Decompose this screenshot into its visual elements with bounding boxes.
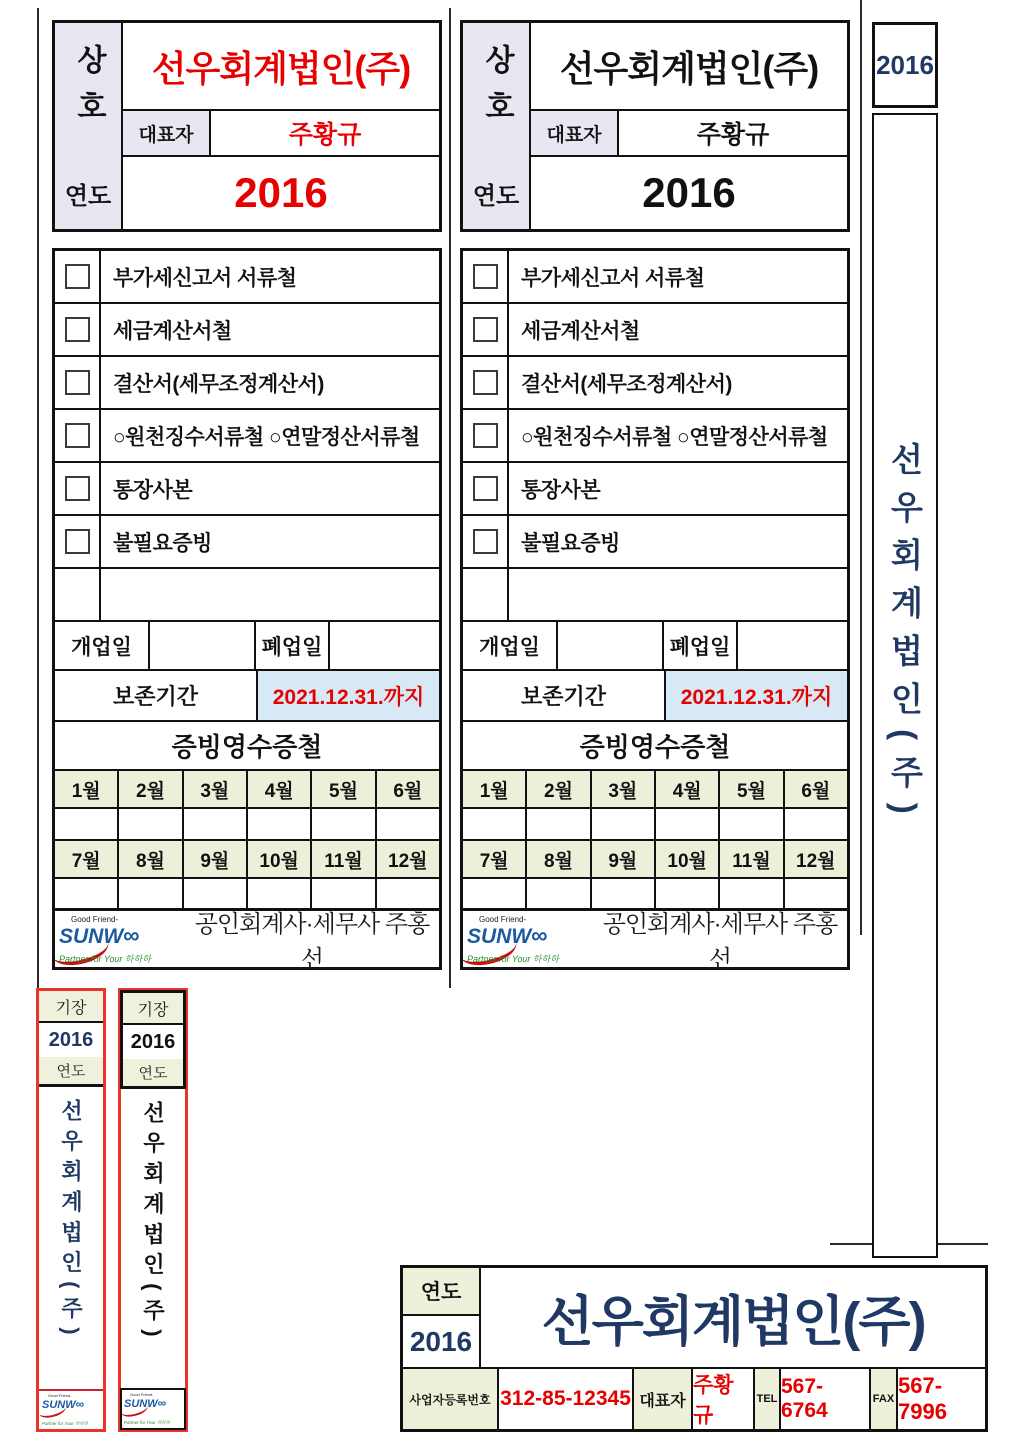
business-number-value: 312-85-12345 — [499, 1369, 634, 1429]
checklist-item-label — [509, 569, 847, 620]
company-name-label: 상호 — [480, 43, 513, 137]
checkbox-icon — [65, 264, 90, 289]
checkbox-icon — [473, 264, 498, 289]
checklist-row — [463, 357, 847, 410]
month-header-cell: 12월 — [377, 841, 439, 877]
mini-company-vertical: 선우회계법인(주) — [58, 1099, 84, 1343]
mini-logo-box — [120, 1388, 186, 1430]
ceo-name: 주황규 — [211, 111, 439, 157]
ceo-label: 대표자 — [634, 1369, 693, 1429]
checklist-item-label: 결산서(세무조정계산서) — [113, 372, 324, 396]
checkbox-cell — [463, 251, 509, 302]
year-label: 연도 — [55, 157, 123, 229]
sunwoo-logo — [55, 912, 185, 966]
checklist-row — [463, 516, 847, 569]
year-label: 연도 — [463, 157, 531, 229]
checkbox-icon — [65, 476, 90, 501]
ceo-label: 대표자 — [531, 111, 619, 157]
month-empty-cell — [656, 809, 720, 839]
cut-line-left — [37, 8, 39, 988]
checklist-row — [55, 463, 439, 516]
checkbox-cell — [55, 569, 101, 620]
dates-row — [463, 622, 847, 671]
ceo-name: 주황규 — [619, 111, 847, 157]
mini-label-body — [39, 1087, 103, 1389]
checkbox-cell — [55, 410, 101, 461]
open-date-value — [150, 622, 256, 669]
close-date-label: 폐업일 — [664, 622, 738, 669]
logo-wordmark: SUNW∞ — [59, 922, 140, 948]
month-header-cell: 8월 — [527, 841, 591, 877]
cut-line-right — [860, 0, 862, 935]
logo-top-text: Good Friend- — [71, 915, 119, 924]
checkbox-icon — [65, 529, 90, 554]
logo-wordmark: SUNW∞ — [42, 1397, 85, 1411]
checkbox-icon — [473, 476, 498, 501]
mini-year: 2016 — [39, 1023, 103, 1057]
retention-row — [55, 671, 439, 722]
checkbox-cell — [55, 516, 101, 567]
retention-label: 보존기간 — [55, 671, 258, 720]
checklist-row — [463, 410, 847, 463]
folder-body — [52, 248, 442, 913]
checkbox-cell — [463, 516, 509, 567]
checklist-row — [55, 516, 439, 569]
close-date-value — [738, 622, 847, 669]
checkbox-cell — [463, 569, 509, 620]
month-header-cell: 6월 — [377, 771, 439, 807]
company-name: 선우회계법인(주) — [123, 23, 439, 111]
month-empty-cell — [527, 879, 591, 910]
checklist-item-label: 통장사본 — [113, 478, 193, 502]
checkbox-icon — [473, 317, 498, 342]
checklist-item-label — [101, 569, 439, 620]
month-empty-cell — [720, 809, 784, 839]
checklist-row — [55, 304, 439, 357]
mini-year: 2016 — [123, 1025, 183, 1059]
checklist-row — [55, 357, 439, 410]
checklist-item-label: ○원천징수서류철 ○연말정산서류철 — [113, 425, 420, 449]
company-name: 선우회계법인(주) — [541, 1292, 925, 1352]
checklist-item-label: 불필요증빙 — [113, 531, 212, 555]
month-header-cell: 5월 — [720, 771, 784, 807]
folder-header — [52, 20, 442, 232]
name-plate-year-column — [403, 1268, 481, 1367]
month-header-row — [55, 771, 439, 809]
checkbox-cell — [463, 410, 509, 461]
mini-year-label: 연도 — [39, 1057, 103, 1087]
binder-spine-label — [872, 113, 938, 1258]
folder-header — [460, 20, 850, 232]
year-value: 2016 — [409, 1325, 473, 1357]
month-empty-cell — [785, 809, 847, 839]
month-header-cell: 4월 — [248, 771, 312, 807]
tab-label: 기장 — [39, 991, 103, 1023]
tel-value: 567-6764 — [781, 1369, 871, 1429]
ceo-label: 대표자 — [123, 111, 211, 157]
month-header-cell: 5월 — [312, 771, 376, 807]
month-header-cell: 10월 — [656, 841, 720, 877]
footer-logo-bar — [52, 908, 442, 973]
month-header-cell: 9월 — [592, 841, 656, 877]
month-empty-cell — [312, 809, 376, 839]
checkbox-cell — [463, 463, 509, 514]
logo-tagline: Partner for Your 하하하 — [59, 954, 151, 964]
mini-label-body — [121, 1089, 185, 1388]
mini-label-left — [36, 988, 106, 1432]
year-value: 2016 — [234, 169, 328, 216]
tab-label: 기장 — [123, 993, 183, 1025]
checkbox-icon — [473, 370, 498, 395]
spine-year-box — [872, 22, 938, 108]
month-empty-cell — [55, 809, 119, 839]
month-header-cell: 9월 — [184, 841, 248, 877]
month-header-cell: 1월 — [463, 771, 527, 807]
year-label: 연도 — [403, 1268, 479, 1316]
month-header-row — [463, 841, 847, 879]
logo-top-text: Good Friend- — [479, 915, 527, 924]
open-date-label: 개업일 — [463, 622, 558, 669]
mini-company-vertical: 선우회계법인(주) — [140, 1101, 166, 1345]
month-empty-row — [463, 809, 847, 841]
month-header-cell: 4월 — [656, 771, 720, 807]
business-number-label: 사업자등록번호 — [403, 1369, 499, 1429]
checkbox-icon — [65, 317, 90, 342]
logo-tagline: Partner for Your 하하하 — [467, 954, 559, 964]
receipts-title: 증빙영수증철 — [463, 722, 847, 771]
spine-company-vertical: 선우회계법인(주) — [886, 442, 924, 829]
logo-wordmark: SUNW∞ — [467, 922, 548, 948]
checklist-item-label: 부가세신고서 서류철 — [521, 266, 705, 290]
open-date-value — [558, 622, 664, 669]
logo-top-text: Good Friend- — [130, 1392, 154, 1397]
month-header-cell: 11월 — [312, 841, 376, 877]
month-empty-cell — [527, 809, 591, 839]
ceo-name: 주황규 — [693, 1369, 755, 1429]
month-header-cell: 7월 — [55, 841, 119, 877]
month-empty-cell — [592, 809, 656, 839]
checkbox-cell — [55, 463, 101, 514]
month-header-cell: 6월 — [785, 771, 847, 807]
checklist-row — [463, 304, 847, 357]
retention-row — [463, 671, 847, 722]
checklist-item-label: 부가세신고서 서류철 — [113, 266, 297, 290]
checklist-row-empty — [463, 569, 847, 622]
logo-wordmark: SUNW∞ — [124, 1396, 167, 1410]
year-value: 2016 — [642, 169, 736, 216]
month-header-cell: 3월 — [184, 771, 248, 807]
month-empty-cell — [377, 809, 439, 839]
checklist-row — [55, 251, 439, 304]
month-header-row — [463, 771, 847, 809]
retention-value: 2021.12.31.까지 — [666, 671, 847, 720]
mini-label-header — [39, 991, 103, 1087]
infinity-icon: ∞ — [157, 1396, 167, 1410]
checklist-item-label: 세금계산서철 — [521, 319, 640, 343]
month-header-cell: 7월 — [463, 841, 527, 877]
cpa-footer-text: 공인회계사·세무사 주홍선 — [602, 911, 838, 973]
month-empty-cell — [55, 879, 119, 910]
open-date-label: 개업일 — [55, 622, 150, 669]
month-empty-cell — [184, 809, 248, 839]
checkbox-icon — [473, 529, 498, 554]
name-plate-top — [403, 1268, 985, 1369]
close-date-label: 폐업일 — [256, 622, 330, 669]
retention-label: 보존기간 — [463, 671, 666, 720]
company-name-label-cell — [463, 23, 531, 157]
month-header-cell: 10월 — [248, 841, 312, 877]
checklist-row — [463, 463, 847, 516]
month-empty-cell — [248, 809, 312, 839]
checklist-item-label: 세금계산서철 — [113, 319, 232, 343]
folder-label-left — [52, 20, 442, 975]
folder-label-right — [460, 20, 850, 975]
fax-value: 567-7996 — [898, 1373, 947, 1424]
folder-body — [460, 248, 850, 913]
infinity-icon: ∞ — [123, 922, 140, 948]
sunwoo-logo — [40, 1392, 102, 1428]
checklist-item-label: 결산서(세무조정계산서) — [521, 372, 732, 396]
month-header-cell: 2월 — [527, 771, 591, 807]
cpa-footer-text: 공인회계사·세무사 주홍선 — [194, 911, 430, 973]
checkbox-cell — [463, 357, 509, 408]
checkbox-cell — [55, 251, 101, 302]
month-header-row — [55, 841, 439, 879]
mini-label-right — [118, 988, 188, 1432]
footer-logo-bar — [460, 908, 850, 973]
mini-logo-box — [39, 1389, 103, 1429]
infinity-icon: ∞ — [75, 1397, 85, 1411]
tel-label: TEL — [755, 1369, 781, 1429]
spine-year: 2016 — [876, 49, 934, 80]
checkbox-cell — [55, 357, 101, 408]
checkbox-icon — [65, 423, 90, 448]
cut-line-middle — [449, 8, 451, 988]
company-name: 선우회계법인(주) — [531, 23, 847, 111]
sunwoo-logo — [463, 912, 593, 966]
name-plate-info-row — [403, 1369, 985, 1429]
month-empty-cell — [463, 809, 527, 839]
month-header-cell: 12월 — [785, 841, 847, 877]
receipts-title: 증빙영수증철 — [55, 722, 439, 771]
month-header-cell: 2월 — [119, 771, 183, 807]
company-name-label: 상호 — [72, 43, 105, 137]
checkbox-cell — [463, 304, 509, 355]
mini-year-label: 연도 — [123, 1059, 183, 1086]
month-header-cell: 11월 — [720, 841, 784, 877]
logo-top-text: Good Friend- — [48, 1393, 72, 1398]
company-name-label-cell — [55, 23, 123, 157]
fax-label: FAX — [871, 1369, 898, 1429]
checkbox-icon — [473, 423, 498, 448]
month-empty-row — [55, 809, 439, 841]
checkbox-cell — [55, 304, 101, 355]
checklist-row — [55, 410, 439, 463]
retention-value: 2021.12.31.까지 — [258, 671, 439, 720]
logo-tagline: Partner for Your 하하하 — [124, 1420, 170, 1425]
month-header-cell: 3월 — [592, 771, 656, 807]
infinity-icon: ∞ — [531, 922, 548, 948]
checklist-row-empty — [55, 569, 439, 622]
checklist-item-label: ○원천징수서류철 ○연말정산서류철 — [521, 425, 828, 449]
month-empty-cell — [463, 879, 527, 910]
dates-row — [55, 622, 439, 671]
logo-tagline: Partner for Your 하하하 — [42, 1421, 88, 1426]
month-empty-cell — [119, 809, 183, 839]
checklist-item-label: 통장사본 — [521, 478, 601, 502]
month-empty-cell — [119, 879, 183, 910]
mini-label-header — [120, 990, 186, 1089]
sunwoo-logo — [122, 1391, 184, 1427]
month-header-cell: 1월 — [55, 771, 119, 807]
checklist-item-label: 불필요증빙 — [521, 531, 620, 555]
close-date-value — [330, 622, 439, 669]
checkbox-icon — [65, 370, 90, 395]
checklist-row — [463, 251, 847, 304]
month-header-cell: 8월 — [119, 841, 183, 877]
name-plate-label — [400, 1265, 988, 1432]
